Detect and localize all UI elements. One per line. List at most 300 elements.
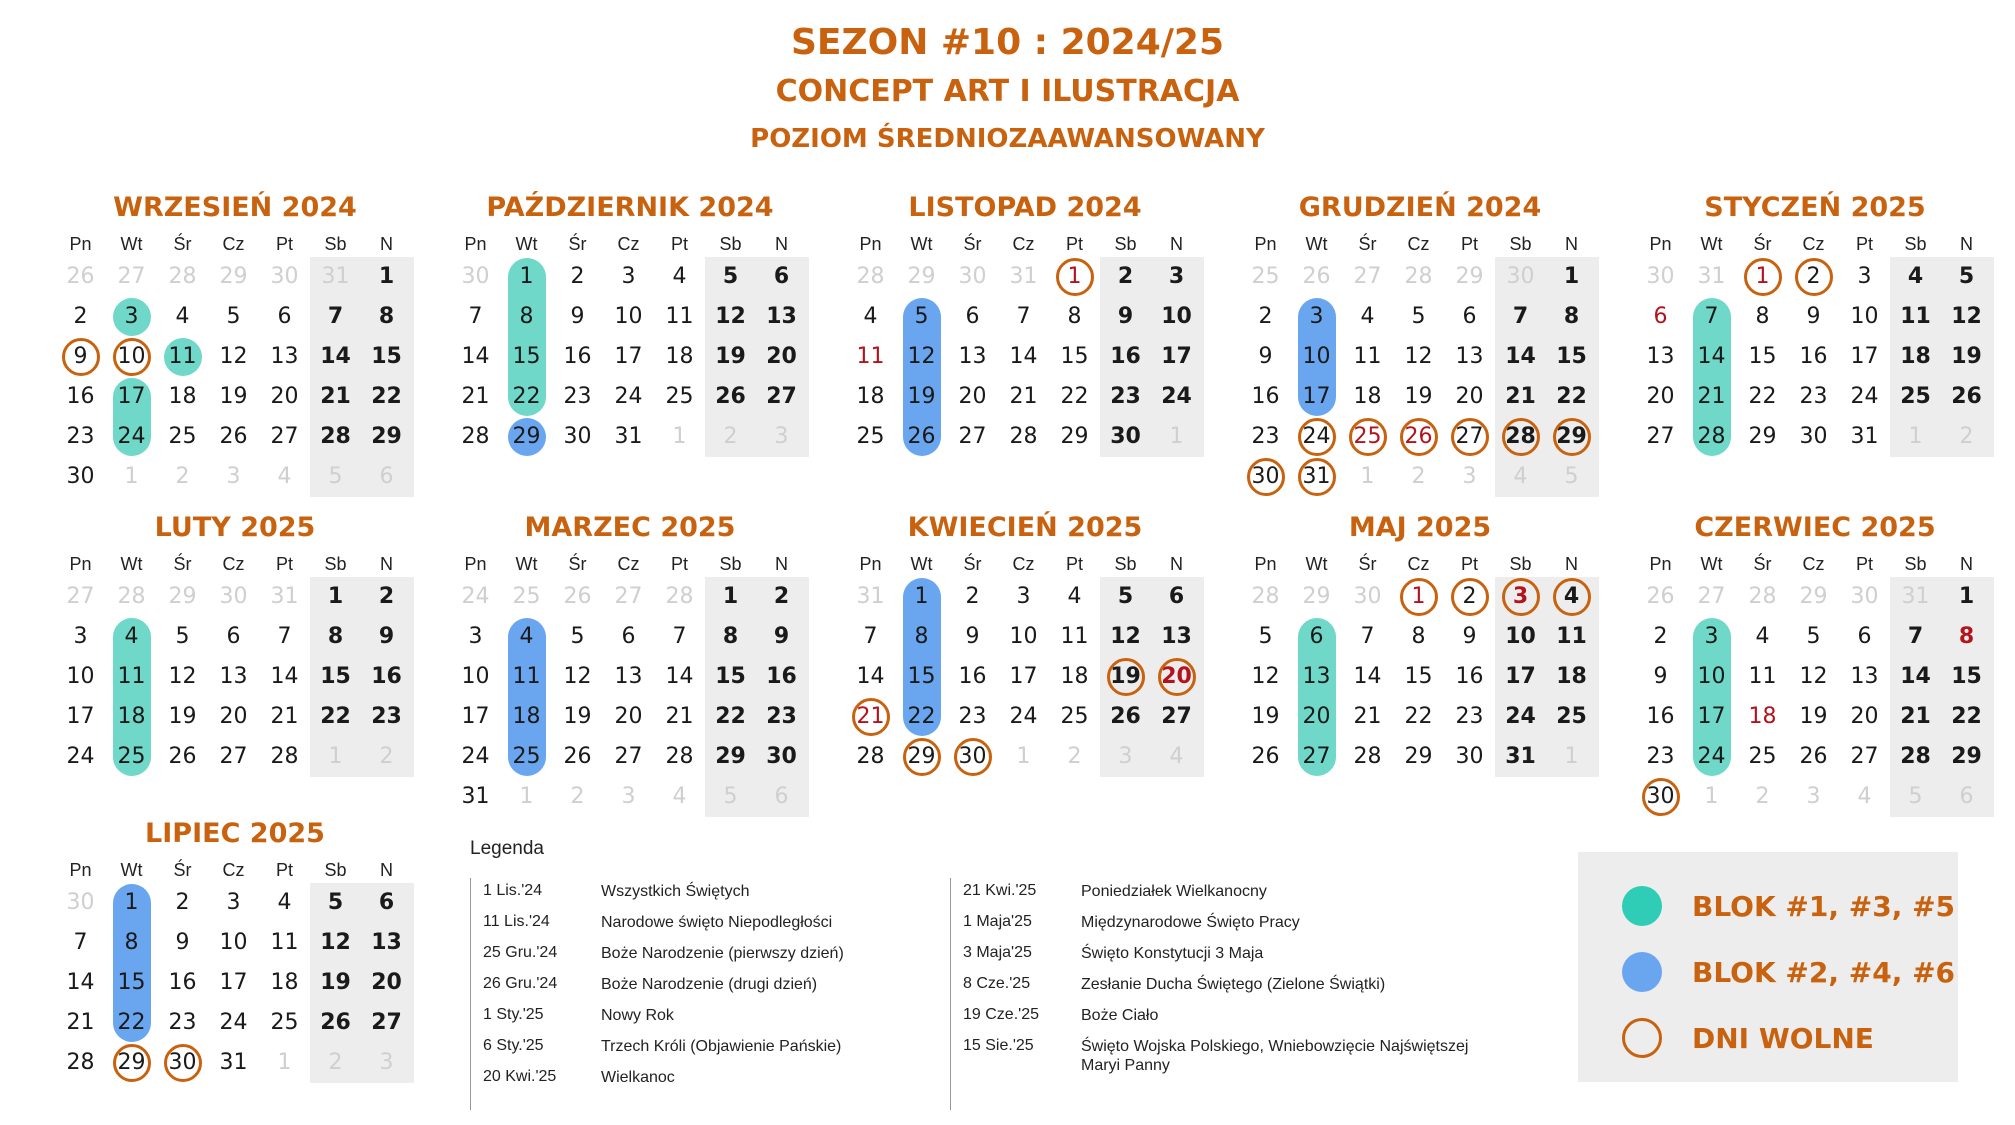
day-cell: 4 <box>124 624 139 649</box>
weekday-header: N <box>380 860 393 880</box>
day-cell: 13 <box>1161 624 1192 649</box>
day-cell: 16 <box>1110 344 1141 369</box>
day-cell: 6 <box>378 890 395 915</box>
day-cell: 2 <box>175 890 190 915</box>
day-cell: 25 <box>665 384 694 409</box>
day-cell-outside: 1 <box>1704 784 1719 809</box>
weekday-header: N <box>1170 234 1183 254</box>
day-cell: 3 <box>1704 624 1719 649</box>
day-cell: 8 <box>124 930 139 955</box>
day-cell: 6 <box>1653 304 1668 329</box>
day-cell: 1 <box>914 584 929 609</box>
day-cell: 18 <box>168 384 197 409</box>
day-cell-outside: 1 <box>1564 744 1579 769</box>
day-cell: 8 <box>519 304 534 329</box>
day-cell: 24 <box>1505 704 1536 729</box>
day-cell: 2 <box>773 584 790 609</box>
day-cell: 24 <box>614 384 643 409</box>
month-title: MAJ 2025 <box>1348 512 1492 543</box>
day-cell: 31 <box>1505 744 1536 769</box>
weekday-header: Wt <box>120 234 143 254</box>
month-styczen-2025 <box>1635 192 1995 492</box>
day-cell: 2 <box>378 584 395 609</box>
day-cell: 27 <box>614 744 643 769</box>
day-cell-outside: 1 <box>1016 744 1031 769</box>
day-cell: 23 <box>766 704 797 729</box>
day-cell: 14 <box>1900 664 1931 689</box>
day-cell-outside: 28 <box>1748 584 1777 609</box>
day-cell: 18 <box>856 384 885 409</box>
weekday-header: N <box>1170 554 1183 574</box>
day-cell: 1 <box>1958 584 1975 609</box>
day-cell: 4 <box>1907 264 1924 289</box>
day-cell: 5 <box>570 624 585 649</box>
day-cell-outside: 1 <box>1360 464 1375 489</box>
weekday-header: Cz <box>222 234 245 254</box>
day-cell: 7 <box>863 624 878 649</box>
day-cell: 1 <box>1755 264 1770 289</box>
day-cell-outside: 26 <box>563 584 592 609</box>
day-cell: 11 <box>168 344 197 369</box>
day-cell: 17 <box>461 704 490 729</box>
day-off-ring <box>1056 258 1094 296</box>
day-cell: 3 <box>1309 304 1324 329</box>
day-off-ring <box>1107 658 1145 696</box>
day-cell-outside: 2 <box>1411 464 1426 489</box>
day-cell: 8 <box>1067 304 1082 329</box>
month-title: LUTY 2025 <box>154 512 316 543</box>
day-cell: 5 <box>175 624 190 649</box>
day-cell: 12 <box>907 344 936 369</box>
day-cell: 1 <box>1563 264 1580 289</box>
legend-date: 11 Lis.'24 <box>483 913 550 930</box>
key-blue <box>1622 952 1956 992</box>
day-cell: 12 <box>219 344 248 369</box>
legend-name: Wielkanoc <box>601 1069 675 1086</box>
day-cell: 19 <box>1951 344 1982 369</box>
day-cell: 4 <box>1360 304 1375 329</box>
day-cell: 7 <box>1512 304 1529 329</box>
day-cell: 10 <box>1009 624 1038 649</box>
day-cell: 8 <box>722 624 739 649</box>
day-cell-outside: 26 <box>66 264 95 289</box>
day-cell: 3 <box>468 624 483 649</box>
day-cell: 8 <box>1563 304 1580 329</box>
day-cell: 13 <box>270 344 299 369</box>
day-cell: 28 <box>1697 424 1726 449</box>
day-cell: 14 <box>665 664 694 689</box>
day-cell: 23 <box>1110 384 1141 409</box>
legend-name: Zesłanie Ducha Świętego (Zielone Świątki) <box>1081 976 1386 993</box>
day-cell: 31 <box>461 784 490 809</box>
day-cell: 9 <box>773 624 790 649</box>
weekday-header: Wt <box>120 860 143 880</box>
month-title: LIPIEC 2025 <box>145 818 325 849</box>
weekday-header: Śr <box>568 234 587 254</box>
day-cell: 17 <box>66 704 95 729</box>
day-cell: 30 <box>1110 424 1141 449</box>
day-cell: 25 <box>117 744 146 769</box>
day-cell: 9 <box>1258 344 1273 369</box>
day-cell: 21 <box>1505 384 1536 409</box>
day-cell: 8 <box>1958 624 1975 649</box>
day-cell-outside: 28 <box>168 264 197 289</box>
day-cell: 26 <box>1404 424 1433 449</box>
day-cell: 16 <box>1646 704 1675 729</box>
weekday-header: Pn <box>69 860 92 880</box>
day-cell: 2 <box>1806 264 1821 289</box>
day-cell: 20 <box>371 970 402 995</box>
weekday-header: Wt <box>1305 554 1328 574</box>
day-cell: 6 <box>226 624 241 649</box>
day-cell: 19 <box>907 384 936 409</box>
day-cell: 17 <box>117 384 146 409</box>
day-cell: 17 <box>1505 664 1536 689</box>
day-cell: 31 <box>614 424 643 449</box>
day-cell-outside: 27 <box>66 584 95 609</box>
day-cell: 11 <box>1748 664 1777 689</box>
weekday-header: Sb <box>1509 234 1532 254</box>
day-cell: 11 <box>856 344 885 369</box>
day-cell-outside: 3 <box>379 1050 394 1075</box>
day-cell: 13 <box>1302 664 1331 689</box>
day-cell-outside: 28 <box>856 264 885 289</box>
legend-name: Narodowe święto Niepodległości <box>601 914 833 931</box>
day-cell: 22 <box>1748 384 1777 409</box>
day-cell-outside: 30 <box>1646 264 1675 289</box>
day-cell: 18 <box>117 704 146 729</box>
day-off-ring <box>903 738 941 776</box>
day-off-ring <box>113 1044 151 1082</box>
day-cell: 6 <box>1309 624 1324 649</box>
day-cell: 16 <box>66 384 95 409</box>
day-cell: 28 <box>66 1050 95 1075</box>
day-cell-outside: 31 <box>1009 264 1038 289</box>
day-cell: 30 <box>958 744 987 769</box>
day-cell: 5 <box>1958 264 1975 289</box>
weekday-header: Pt <box>275 234 293 254</box>
key-blue-label: BLOK #2, #4, #6 <box>1692 956 1956 989</box>
day-cell: 22 <box>715 704 746 729</box>
day-cell-outside: 31 <box>321 264 350 289</box>
day-off-ring <box>852 698 890 736</box>
day-cell: 4 <box>175 304 190 329</box>
day-cell-outside: 4 <box>1513 464 1528 489</box>
weekday-header: Cz <box>617 554 640 574</box>
legend-name: Boże Ciało <box>1081 1007 1159 1024</box>
weekday-header: Pn <box>69 554 92 574</box>
level-title: POZIOM ŚREDNIOZAAWANSOWANY <box>750 124 1265 154</box>
day-cell: 13 <box>371 930 402 955</box>
day-cell-outside: 28 <box>665 584 694 609</box>
weekday-header: Sb <box>324 860 347 880</box>
day-cell-outside: 2 <box>379 744 394 769</box>
legend-date: 19 Cze.'25 <box>963 1006 1039 1023</box>
key-off-label: DNI WOLNE <box>1692 1022 1874 1055</box>
day-cell: 5 <box>1806 624 1821 649</box>
day-cell: 4 <box>1067 584 1082 609</box>
day-cell: 3 <box>621 264 636 289</box>
month-title: STYCZEŃ 2025 <box>1704 192 1926 223</box>
legend-date: 1 Sty.'25 <box>483 1006 544 1023</box>
weekday-header: Wt <box>1700 554 1723 574</box>
day-cell: 15 <box>512 344 541 369</box>
day-cell: 27 <box>270 424 299 449</box>
day-cell: 13 <box>219 664 248 689</box>
weekday-header: N <box>1565 554 1578 574</box>
day-cell: 25 <box>856 424 885 449</box>
day-cell: 7 <box>73 930 88 955</box>
day-cell: 9 <box>1653 664 1668 689</box>
day-cell: 4 <box>1563 584 1580 609</box>
day-cell: 28 <box>1900 744 1931 769</box>
legend-date: 1 Lis.'24 <box>483 882 543 899</box>
month-marzec-2025 <box>450 512 810 812</box>
key-teal-label: BLOK #1, #3, #5 <box>1692 890 1956 923</box>
weekday-header: Pt <box>275 554 293 574</box>
day-cell: 19 <box>563 704 592 729</box>
day-cell: 3 <box>1168 264 1185 289</box>
weekday-header: Śr <box>568 554 587 574</box>
day-cell-outside: 30 <box>461 264 490 289</box>
day-cell: 6 <box>1462 304 1477 329</box>
day-cell-outside: 3 <box>1462 464 1477 489</box>
day-cell: 6 <box>277 304 292 329</box>
day-cell: 5 <box>327 890 344 915</box>
weekday-header: Wt <box>515 234 538 254</box>
day-off-ring <box>1400 578 1438 616</box>
weekday-header: Pn <box>69 234 92 254</box>
weekday-header: Śr <box>173 860 192 880</box>
day-off-ring <box>1298 418 1336 456</box>
day-cell: 11 <box>117 664 146 689</box>
key-teal <box>1622 886 1956 926</box>
day-cell: 4 <box>672 264 687 289</box>
blue-dot-icon <box>1622 952 1662 992</box>
day-cell: 31 <box>1302 464 1331 489</box>
day-cell: 21 <box>270 704 299 729</box>
day-cell: 10 <box>1850 304 1879 329</box>
weekday-header: N <box>1960 554 1973 574</box>
day-cell: 20 <box>1646 384 1675 409</box>
day-cell: 10 <box>117 344 146 369</box>
day-cell: 12 <box>320 930 351 955</box>
day-cell: 4 <box>1755 624 1770 649</box>
day-cell-outside: 31 <box>1697 264 1726 289</box>
day-cell: 22 <box>1556 384 1587 409</box>
day-cell: 19 <box>715 344 746 369</box>
day-cell: 8 <box>1755 304 1770 329</box>
day-cell: 11 <box>1556 624 1587 649</box>
day-cell: 20 <box>1161 664 1192 689</box>
day-cell: 31 <box>1850 424 1879 449</box>
day-cell: 10 <box>219 930 248 955</box>
day-cell: 20 <box>1302 704 1331 729</box>
day-cell: 24 <box>219 1010 248 1035</box>
day-cell: 25 <box>512 744 541 769</box>
day-cell: 1 <box>519 264 534 289</box>
day-cell: 14 <box>1353 664 1382 689</box>
day-cell: 14 <box>1697 344 1726 369</box>
day-cell: 17 <box>1302 384 1331 409</box>
day-cell-outside: 30 <box>270 264 299 289</box>
day-cell: 1 <box>327 584 344 609</box>
day-cell: 24 <box>1009 704 1038 729</box>
day-cell-outside: 29 <box>168 584 197 609</box>
day-cell: 3 <box>1016 584 1031 609</box>
legend-name: Boże Narodzenie (drugi dzień) <box>601 976 818 993</box>
day-cell: 28 <box>320 424 351 449</box>
day-cell: 9 <box>570 304 585 329</box>
day-cell: 23 <box>1251 424 1280 449</box>
day-cell: 27 <box>219 744 248 769</box>
day-cell: 29 <box>371 424 402 449</box>
legend-title: Legenda <box>470 838 544 859</box>
weekday-header: Cz <box>1802 234 1825 254</box>
weekday-header: Pt <box>1065 554 1083 574</box>
day-cell: 1 <box>378 264 395 289</box>
day-cell: 29 <box>512 424 541 449</box>
day-cell-outside: 27 <box>1697 584 1726 609</box>
day-cell-outside: 29 <box>907 264 936 289</box>
day-off-ring <box>1502 418 1540 456</box>
weekday-header: Sb <box>1114 554 1137 574</box>
day-cell: 27 <box>766 384 797 409</box>
day-cell-outside: 24 <box>461 584 490 609</box>
day-off-ring <box>1744 258 1782 296</box>
day-cell: 10 <box>461 664 490 689</box>
weekday-header: N <box>775 234 788 254</box>
day-cell: 3 <box>124 304 139 329</box>
day-cell: 25 <box>1353 424 1382 449</box>
day-cell: 10 <box>614 304 643 329</box>
weekday-header: Śr <box>173 554 192 574</box>
day-cell-outside: 30 <box>1506 264 1535 289</box>
day-cell: 5 <box>722 264 739 289</box>
day-cell: 19 <box>1799 704 1828 729</box>
day-cell: 22 <box>1404 704 1433 729</box>
weekday-header: Śr <box>173 234 192 254</box>
day-cell: 27 <box>1161 704 1192 729</box>
day-cell: 2 <box>1653 624 1668 649</box>
day-cell: 29 <box>1404 744 1433 769</box>
day-cell: 15 <box>1748 344 1777 369</box>
day-cell: 19 <box>1110 664 1141 689</box>
month-lipiec-2025 <box>55 818 415 1118</box>
day-cell: 14 <box>856 664 885 689</box>
weekday-header: Pn <box>1649 554 1672 574</box>
month-title: LISTOPAD 2024 <box>908 192 1142 223</box>
weekday-header: Pn <box>1649 234 1672 254</box>
day-cell: 12 <box>1404 344 1433 369</box>
day-cell: 26 <box>1251 744 1280 769</box>
day-cell: 26 <box>219 424 248 449</box>
day-cell: 21 <box>1900 704 1931 729</box>
day-cell: 7 <box>1016 304 1031 329</box>
day-cell: 19 <box>1404 384 1433 409</box>
day-cell: 15 <box>320 664 351 689</box>
day-off-ring <box>62 338 100 376</box>
month-kwiecien-2025 <box>845 512 1205 812</box>
day-cell: 14 <box>270 664 299 689</box>
weekday-header: Śr <box>963 234 982 254</box>
weekday-header: Pn <box>859 554 882 574</box>
day-cell: 15 <box>371 344 402 369</box>
month-grudzien-2024 <box>1240 192 1600 492</box>
day-cell-outside: 1 <box>1169 424 1184 449</box>
month-title: WRZESIEŃ 2024 <box>113 192 357 223</box>
day-cell: 20 <box>614 704 643 729</box>
day-cell: 18 <box>270 970 299 995</box>
weekday-header: Pt <box>1855 554 1873 574</box>
day-cell: 29 <box>1748 424 1777 449</box>
day-cell: 12 <box>1799 664 1828 689</box>
day-cell: 9 <box>175 930 190 955</box>
weekday-header: Cz <box>1802 554 1825 574</box>
day-cell-outside: 30 <box>219 584 248 609</box>
day-cell-outside: 3 <box>774 424 789 449</box>
day-off-ring <box>1298 458 1336 496</box>
day-cell: 22 <box>320 704 351 729</box>
day-off-ring <box>1451 418 1489 456</box>
weekday-header: Cz <box>222 860 245 880</box>
day-cell: 16 <box>766 664 797 689</box>
day-off-ring <box>1349 418 1387 456</box>
day-off-ring <box>1502 578 1540 616</box>
day-cell: 22 <box>371 384 402 409</box>
day-cell: 7 <box>468 304 483 329</box>
day-cell: 21 <box>1353 704 1382 729</box>
day-cell-outside: 25 <box>512 584 541 609</box>
day-cell: 13 <box>614 664 643 689</box>
weekday-header: Pn <box>1254 234 1277 254</box>
day-cell: 15 <box>1951 664 1982 689</box>
day-cell: 30 <box>168 1050 197 1075</box>
day-cell: 26 <box>715 384 746 409</box>
day-cell: 5 <box>1117 584 1134 609</box>
weekday-header: Cz <box>1407 234 1430 254</box>
day-cell: 9 <box>1806 304 1821 329</box>
day-cell-outside: 1 <box>277 1050 292 1075</box>
weekday-header: Cz <box>617 234 640 254</box>
legend-date: 25 Gru.'24 <box>483 944 558 961</box>
day-cell: 22 <box>117 1010 146 1035</box>
day-cell: 11 <box>512 664 541 689</box>
legend-date: 15 Sie.'25 <box>963 1037 1034 1054</box>
day-cell: 16 <box>563 344 592 369</box>
month-title: PAŹDZIERNIK 2024 <box>486 192 774 223</box>
weekday-header: Pt <box>670 234 688 254</box>
day-cell-outside: 3 <box>1806 784 1821 809</box>
legend-name: Poniedziałek Wielkanocny <box>1081 883 1267 900</box>
day-off-ring <box>1642 778 1680 816</box>
day-cell-outside: 2 <box>1067 744 1082 769</box>
day-cell: 16 <box>1799 344 1828 369</box>
weekday-header: Pt <box>1460 554 1478 574</box>
day-cell: 22 <box>512 384 541 409</box>
day-cell: 10 <box>1161 304 1192 329</box>
day-cell: 21 <box>320 384 351 409</box>
day-cell: 27 <box>371 1010 402 1035</box>
day-cell: 15 <box>117 970 146 995</box>
day-cell-outside: 5 <box>723 784 738 809</box>
day-cell: 18 <box>1900 344 1931 369</box>
legend-column-left <box>470 878 941 1110</box>
day-cell-outside: 27 <box>117 264 146 289</box>
day-cell: 23 <box>66 424 95 449</box>
day-cell-outside: 3 <box>621 784 636 809</box>
legend-date: 3 Maja'25 <box>963 944 1032 961</box>
